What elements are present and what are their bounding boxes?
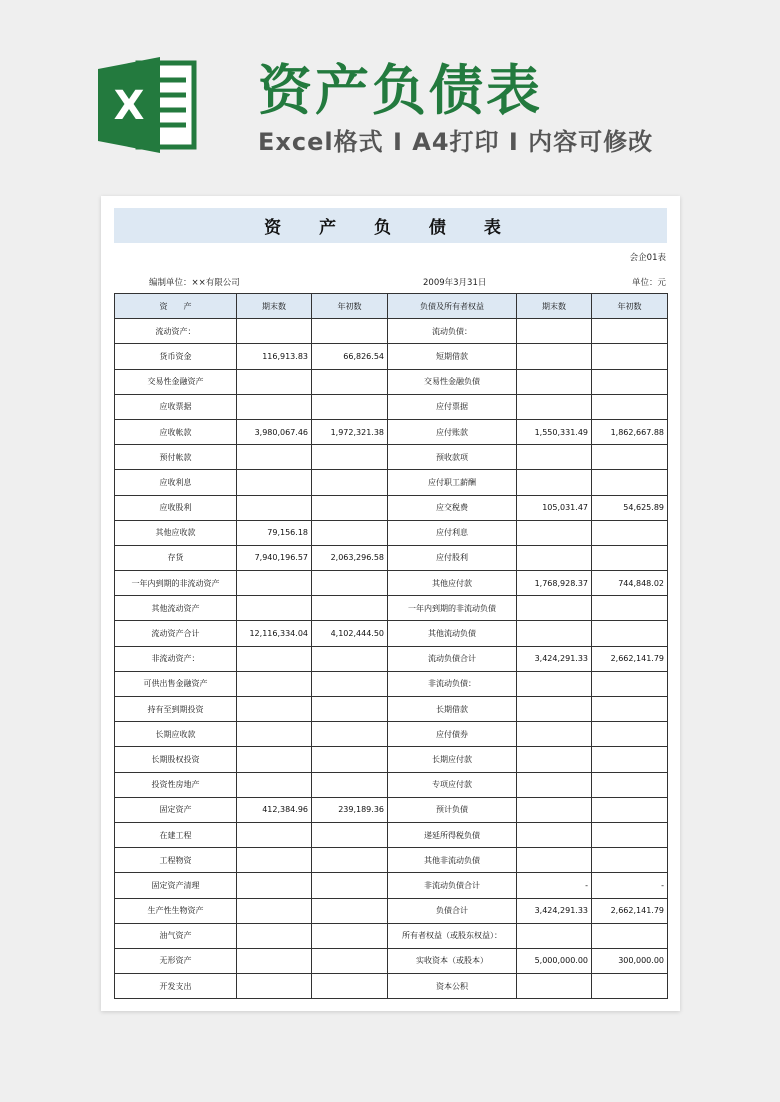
value-cell[interactable] [312,974,388,999]
value-cell[interactable] [517,596,592,621]
value-cell[interactable] [237,445,312,470]
row-label-cell[interactable]: 应收帐款 [115,419,237,444]
table-row [115,898,668,923]
row-label-cell[interactable]: 应收利息 [115,470,237,495]
value-cell[interactable] [237,772,312,797]
value-cell[interactable]: 4,102,444.50 [312,621,388,646]
row-label-cell[interactable]: 持有至到期投资 [115,697,237,722]
sheet-title: 资 产 负 债 表 [114,208,667,243]
value-cell[interactable] [312,948,388,973]
value-cell[interactable] [312,319,388,344]
value-cell[interactable] [237,747,312,772]
value-cell[interactable] [237,948,312,973]
table-row [115,394,668,419]
value-cell[interactable] [517,747,592,772]
value-cell[interactable] [237,369,312,394]
table-row [115,520,668,545]
value-cell[interactable] [517,545,592,570]
value-cell[interactable] [237,697,312,722]
value-cell[interactable] [237,873,312,898]
value-cell[interactable]: - [517,873,592,898]
value-cell[interactable] [592,470,668,495]
table-row [115,545,668,570]
value-cell[interactable] [517,520,592,545]
table-row [115,671,668,696]
table-row [115,571,668,596]
value-cell[interactable]: 66,826.54 [312,344,388,369]
value-cell[interactable]: 54,625.89 [592,495,668,520]
row-label-cell[interactable]: 油气资产 [115,923,237,948]
row-label-cell[interactable]: 其他流动负债 [388,621,517,646]
value-cell[interactable] [592,671,668,696]
value-cell[interactable] [592,772,668,797]
form-number: 会企01表 [629,253,666,263]
value-cell[interactable]: 12,116,334.04 [237,621,312,646]
row-label-cell[interactable]: 可供出售金融资产 [115,671,237,696]
value-cell[interactable] [237,822,312,847]
table-row [115,974,668,999]
value-cell[interactable] [312,848,388,873]
row-label-cell[interactable]: 应付职工薪酬 [388,470,517,495]
table-row [115,797,668,822]
value-cell[interactable] [592,394,668,419]
table-row [115,419,668,444]
value-cell[interactable] [592,520,668,545]
balance-sheet-table [114,293,668,999]
value-cell[interactable] [237,646,312,671]
table-row [115,948,668,973]
value-cell[interactable] [517,445,592,470]
row-label-cell[interactable]: 应收股利 [115,495,237,520]
table-row [115,495,668,520]
column-header: 期末数 [237,294,312,319]
row-label-cell[interactable]: 流动资产： [115,319,237,344]
value-cell[interactable]: 3,424,291.33 [517,646,592,671]
value-cell[interactable] [592,822,668,847]
row-label-cell[interactable]: 流动资产合计 [115,621,237,646]
column-header: 年初数 [592,294,668,319]
column-header: 期末数 [517,294,592,319]
row-label-cell[interactable]: 应付股利 [388,545,517,570]
value-cell[interactable]: 105,031.47 [517,495,592,520]
row-label-cell[interactable]: 非流动资产： [115,646,237,671]
row-label-cell[interactable]: 交易性金融负债 [388,369,517,394]
row-label-cell[interactable]: 预付帐款 [115,445,237,470]
value-cell[interactable] [237,974,312,999]
row-label-cell[interactable]: 短期借款 [388,344,517,369]
value-cell[interactable]: 1,768,928.37 [517,571,592,596]
value-cell[interactable] [517,344,592,369]
table-row [115,596,668,621]
value-cell[interactable] [592,747,668,772]
value-cell[interactable]: - [592,873,668,898]
logo-letter: X [113,83,145,129]
value-cell[interactable] [592,545,668,570]
value-cell[interactable] [312,822,388,847]
value-cell[interactable] [592,923,668,948]
table-row [115,697,668,722]
value-cell[interactable]: 79,156.18 [237,520,312,545]
value-cell[interactable] [517,848,592,873]
value-cell[interactable]: 116,913.83 [237,344,312,369]
value-cell[interactable] [592,344,668,369]
value-cell[interactable] [312,671,388,696]
row-label-cell[interactable]: 长期借款 [388,697,517,722]
table-row [115,369,668,394]
table-row [115,445,668,470]
row-label-cell[interactable]: 其他非流动负债 [388,848,517,873]
value-cell[interactable] [592,445,668,470]
row-label-cell[interactable]: 其他应收款 [115,520,237,545]
table-row [115,848,668,873]
value-cell[interactable]: 2,063,296.58 [312,545,388,570]
value-cell[interactable] [592,319,668,344]
excel-logo-icon [98,55,198,155]
table-row [115,772,668,797]
table-row [115,319,668,344]
value-cell[interactable] [237,898,312,923]
value-cell[interactable] [517,797,592,822]
value-cell[interactable] [517,319,592,344]
value-cell[interactable] [517,671,592,696]
unit-label: 单位：元 [631,278,666,288]
value-cell[interactable] [312,495,388,520]
row-label-cell[interactable]: 无形资产 [115,948,237,973]
row-label-cell[interactable]: 工程物资 [115,848,237,873]
value-cell[interactable]: 3,980,067.46 [237,419,312,444]
value-cell[interactable] [592,848,668,873]
value-cell[interactable]: 7,940,196.57 [237,545,312,570]
value-cell[interactable] [312,898,388,923]
row-label-cell[interactable]: 预计负债 [388,797,517,822]
row-label-cell[interactable]: 长期股权投资 [115,747,237,772]
value-cell[interactable] [312,772,388,797]
report-date: 2009年3月31日 [423,278,487,288]
value-cell[interactable]: 239,189.36 [312,797,388,822]
value-cell[interactable]: 5,000,000.00 [517,948,592,973]
value-cell[interactable] [312,747,388,772]
row-label-cell[interactable]: 预收款项 [388,445,517,470]
sheet-paper [101,196,680,1011]
row-label-cell[interactable]: 固定资产清理 [115,873,237,898]
value-cell[interactable] [237,596,312,621]
company-label: 编制单位：××有限公司 [149,278,240,288]
row-label-cell[interactable]: 长期应收款 [115,722,237,747]
table-row [115,344,668,369]
row-label-cell[interactable]: 非流动负债： [388,671,517,696]
table-row [115,621,668,646]
value-cell[interactable] [517,369,592,394]
table-row [115,470,668,495]
value-cell[interactable] [517,722,592,747]
table-header-row [115,294,668,319]
value-cell[interactable] [312,873,388,898]
value-cell[interactable]: 3,424,291.33 [517,898,592,923]
row-label-cell[interactable]: 存货 [115,545,237,570]
table-row [115,923,668,948]
row-label-cell[interactable]: 其他流动资产 [115,596,237,621]
table-row [115,822,668,847]
value-cell[interactable] [517,974,592,999]
value-cell[interactable] [592,369,668,394]
row-label-cell[interactable]: 资本公积 [388,974,517,999]
value-cell[interactable] [592,974,668,999]
value-cell[interactable] [237,848,312,873]
row-label-cell[interactable]: 应付账款 [388,419,517,444]
value-cell[interactable]: 1,862,667.88 [592,419,668,444]
row-label-cell[interactable]: 应交税费 [388,495,517,520]
table-row [115,747,668,772]
value-cell[interactable] [517,470,592,495]
value-cell[interactable] [237,571,312,596]
table-row [115,646,668,671]
value-cell[interactable] [312,394,388,419]
value-cell[interactable] [312,369,388,394]
page-subtitle: Excel格式 I A4打印 I 内容可修改 [258,128,654,156]
row-label-cell[interactable]: 开发支出 [115,974,237,999]
row-label-cell[interactable]: 专项应付款 [388,772,517,797]
value-cell[interactable] [517,621,592,646]
value-cell[interactable] [312,646,388,671]
row-label-cell[interactable]: 应付票据 [388,394,517,419]
value-cell[interactable] [517,772,592,797]
value-cell[interactable] [237,722,312,747]
value-cell[interactable] [312,596,388,621]
value-cell[interactable] [517,697,592,722]
value-cell[interactable]: 2,662,141.79 [592,646,668,671]
value-cell[interactable] [237,923,312,948]
row-label-cell[interactable]: 流动负债： [388,319,517,344]
value-cell[interactable] [312,571,388,596]
value-cell[interactable]: 2,662,141.79 [592,898,668,923]
value-cell[interactable] [237,495,312,520]
row-label-cell[interactable]: 应收票据 [115,394,237,419]
value-cell[interactable] [592,697,668,722]
table-row [115,873,668,898]
column-header: 年初数 [312,294,388,319]
value-cell[interactable] [237,394,312,419]
value-cell[interactable] [517,923,592,948]
value-cell[interactable] [517,394,592,419]
row-label-cell[interactable]: 实收资本（或股本） [388,948,517,973]
row-label-cell[interactable]: 投资性房地产 [115,772,237,797]
value-cell[interactable] [237,671,312,696]
value-cell[interactable] [592,621,668,646]
row-label-cell[interactable]: 流动负债合计 [388,646,517,671]
value-cell[interactable] [237,319,312,344]
value-cell[interactable] [312,470,388,495]
value-cell[interactable] [312,923,388,948]
value-cell[interactable] [592,596,668,621]
row-label-cell[interactable]: 负债合计 [388,898,517,923]
column-header: 资 产 [115,294,237,319]
page-title: 资产负债表 [258,59,543,122]
row-label-cell[interactable]: 递延所得税负债 [388,822,517,847]
row-label-cell[interactable]: 固定资产 [115,797,237,822]
column-header: 负债及所有者权益 [388,294,517,319]
value-cell[interactable] [517,822,592,847]
row-label-cell[interactable]: 其他应付款 [388,571,517,596]
value-cell[interactable]: 1,972,321.38 [312,419,388,444]
value-cell[interactable] [237,470,312,495]
value-cell[interactable] [312,697,388,722]
row-label-cell[interactable]: 交易性金融资产 [115,369,237,394]
value-cell[interactable] [312,520,388,545]
value-cell[interactable] [592,722,668,747]
value-cell[interactable]: 744,848.02 [592,571,668,596]
row-label-cell[interactable]: 长期应付款 [388,747,517,772]
row-label-cell[interactable]: 非流动负债合计 [388,873,517,898]
row-label-cell[interactable]: 应付债券 [388,722,517,747]
row-label-cell[interactable]: 一年内到期的非流动负债 [388,596,517,621]
value-cell[interactable] [312,445,388,470]
row-label-cell[interactable]: 应付利息 [388,520,517,545]
row-label-cell[interactable]: 生产性生物资产 [115,898,237,923]
row-label-cell[interactable]: 货币资金 [115,344,237,369]
value-cell[interactable]: 300,000.00 [592,948,668,973]
row-label-cell[interactable]: 所有者权益（或股东权益）： [388,923,517,948]
table-row [115,722,668,747]
value-cell[interactable]: 412,384.96 [237,797,312,822]
row-label-cell[interactable]: 在建工程 [115,822,237,847]
value-cell[interactable] [592,797,668,822]
row-label-cell[interactable]: 一年内到期的非流动资产 [115,571,237,596]
value-cell[interactable]: 1,550,331.49 [517,419,592,444]
value-cell[interactable] [312,722,388,747]
